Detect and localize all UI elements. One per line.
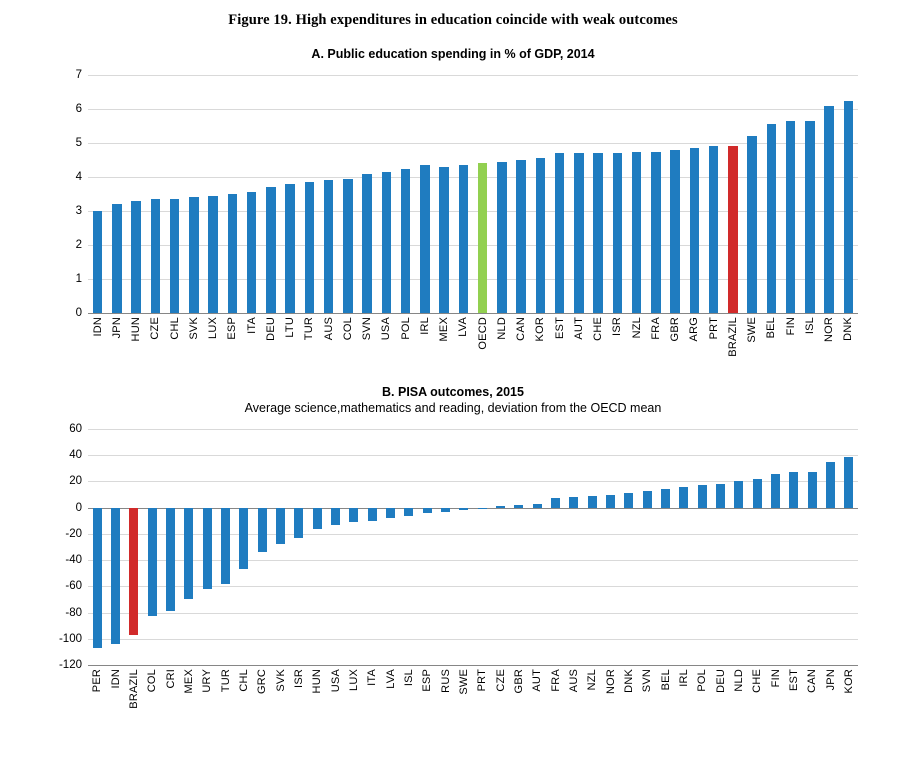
bar xyxy=(478,163,488,313)
x-axis-tick-label: DNK xyxy=(842,317,855,341)
gridline xyxy=(88,75,858,76)
x-axis-tick-label: LVA xyxy=(457,317,470,337)
x-axis-tick-label: NLD xyxy=(495,317,508,340)
bar xyxy=(661,489,670,507)
bar xyxy=(496,506,505,507)
x-axis-tick-label: ISL xyxy=(803,317,816,335)
y-axis-tick-label: 3 xyxy=(75,205,82,217)
x-axis-tick-label: FIN xyxy=(784,317,797,336)
x-axis-tick-label: DEU xyxy=(714,669,727,693)
x-axis-tick-label: NZL xyxy=(586,669,599,691)
y-axis-tick-label: 60 xyxy=(69,423,82,435)
bar xyxy=(459,165,469,313)
bar xyxy=(170,199,180,313)
x-axis-tick-label: FIN xyxy=(769,669,782,688)
x-axis-tick-label: FRA xyxy=(549,669,562,692)
x-axis-tick-label: RUS xyxy=(439,669,452,693)
bar xyxy=(613,153,623,313)
panel-a-title: A. Public education spending in % of GDP, 2014 xyxy=(311,47,595,61)
bar xyxy=(734,481,743,507)
x-axis-tick-label: AUT xyxy=(572,317,585,340)
x-axis-tick-label: MEX xyxy=(438,317,451,342)
x-axis-tick-label: IRL xyxy=(418,317,431,335)
bar xyxy=(420,165,430,313)
y-axis-tick-label: 7 xyxy=(75,69,82,81)
y-axis-tick-label: 2 xyxy=(75,239,82,251)
x-axis-tick-label: GRC xyxy=(256,669,269,695)
x-axis-tick-label: HUN xyxy=(130,317,143,342)
x-axis-tick-label: SWE xyxy=(457,669,470,695)
x-axis-tick-label: HUN xyxy=(311,669,324,694)
bar xyxy=(753,479,762,508)
y-axis-tick-label: -20 xyxy=(65,527,82,540)
gridline xyxy=(88,143,858,144)
x-axis-tick-label: NOR xyxy=(823,317,836,343)
bar xyxy=(294,508,303,538)
x-axis-tick-label: ARG xyxy=(688,317,701,342)
x-axis-tick-label: GBR xyxy=(512,669,525,694)
bar xyxy=(651,152,661,314)
bar xyxy=(313,508,322,529)
x-axis-tick-label: BRAZIL xyxy=(726,317,739,357)
panel-a-plot xyxy=(0,61,906,381)
bar xyxy=(569,497,578,507)
x-axis-tick-label: SWE xyxy=(746,317,759,343)
x-axis-tick-label: ITA xyxy=(366,669,379,686)
x-axis-tick-label: URY xyxy=(201,669,214,693)
bar xyxy=(276,508,285,545)
bar xyxy=(588,496,597,508)
bar xyxy=(386,508,395,518)
gridline xyxy=(88,613,858,614)
x-axis-tick-label: IRL xyxy=(677,669,690,687)
bar xyxy=(632,152,642,314)
y-axis-tick-label: 40 xyxy=(69,449,82,462)
x-axis-tick-label: USA xyxy=(329,669,342,693)
bar xyxy=(208,196,218,313)
gridline xyxy=(88,455,858,456)
panel-a-plot-area xyxy=(75,69,858,357)
bar xyxy=(131,201,141,313)
gridline xyxy=(88,279,858,280)
x-axis-tick-label: LUX xyxy=(347,669,360,691)
bar xyxy=(189,197,199,313)
x-axis-tick-label: SVN xyxy=(641,669,654,693)
bar xyxy=(151,199,161,313)
bar xyxy=(679,487,688,508)
bar xyxy=(551,498,560,507)
x-axis-tick-label: NOR xyxy=(604,669,617,695)
x-axis-line xyxy=(88,665,858,666)
gridline xyxy=(88,211,858,212)
bar xyxy=(574,153,584,313)
x-axis-tick-label: CZE xyxy=(494,669,507,692)
x-axis-tick-label: BEL xyxy=(659,669,672,691)
x-axis-tick-label: COL xyxy=(341,317,354,341)
x-axis-tick-label: COL xyxy=(146,669,159,693)
x-axis-tick-label: CAN xyxy=(806,669,819,693)
bar xyxy=(555,153,565,313)
x-axis-tick-label: AUT xyxy=(531,669,544,692)
bar xyxy=(184,508,193,600)
x-axis-tick-label: SVN xyxy=(361,317,374,341)
bar xyxy=(266,187,276,313)
bar xyxy=(285,184,295,313)
y-axis-tick-label: -40 xyxy=(65,554,82,567)
bar xyxy=(728,146,738,313)
panel-b xyxy=(0,385,906,725)
x-axis-tick-label: IDN xyxy=(109,669,122,689)
bar xyxy=(112,204,122,313)
bar xyxy=(808,472,817,507)
x-axis-tick-label: GBR xyxy=(669,317,682,342)
x-axis-tick-label: POL xyxy=(696,669,709,692)
x-axis-tick-label: PER xyxy=(91,669,104,693)
x-axis-tick-label: MEX xyxy=(182,669,195,694)
x-axis-tick-label: DEU xyxy=(264,317,277,341)
bar xyxy=(441,508,450,512)
bar xyxy=(362,174,372,313)
bar xyxy=(516,160,526,313)
bar xyxy=(349,508,358,522)
bar xyxy=(514,505,523,508)
bar xyxy=(786,121,796,313)
x-axis-tick-label: ESP xyxy=(226,317,239,340)
x-axis-tick-label: CZE xyxy=(149,317,162,340)
x-axis-tick-label: AUS xyxy=(567,669,580,693)
x-axis-tick-label: POL xyxy=(399,317,412,340)
x-axis-tick-label: DNK xyxy=(622,669,635,693)
bar xyxy=(536,158,546,313)
bar xyxy=(203,508,212,589)
y-axis-tick-label: 0 xyxy=(75,501,82,514)
bar xyxy=(148,508,157,617)
panel-b-subtitle: Average science,mathematics and reading, deviation from the OECD mean xyxy=(244,401,662,415)
bar xyxy=(747,136,757,313)
bar xyxy=(698,485,707,507)
bar xyxy=(593,153,603,313)
x-axis-tick-label: SVK xyxy=(274,669,287,692)
gridline xyxy=(88,639,858,640)
bar xyxy=(805,121,815,313)
bar xyxy=(624,493,633,507)
x-axis-tick-label: AUS xyxy=(322,317,335,341)
x-axis-tick-label: PRT xyxy=(476,669,489,692)
bar xyxy=(401,169,411,314)
bar xyxy=(690,148,700,313)
x-axis-tick-label: EST xyxy=(787,669,800,691)
bar xyxy=(166,508,175,612)
x-axis-tick-label: ESP xyxy=(421,669,434,692)
bar xyxy=(93,211,103,313)
x-axis-tick-label: BRAZIL xyxy=(127,669,140,709)
panel-a xyxy=(0,47,906,381)
x-axis-tick-label: CHE xyxy=(592,317,605,341)
bar xyxy=(239,508,248,570)
bar xyxy=(247,192,257,313)
bar xyxy=(382,172,392,313)
x-axis-tick-label: JPN xyxy=(824,669,837,691)
bar xyxy=(331,508,340,525)
bar xyxy=(824,106,834,313)
bar xyxy=(844,101,854,314)
x-axis-tick-label: CHL xyxy=(168,317,181,340)
y-axis-tick-label: -60 xyxy=(65,580,82,593)
x-axis-tick-label: LUX xyxy=(207,317,220,339)
x-axis-line xyxy=(88,313,858,314)
x-axis-tick-label: ISL xyxy=(402,669,415,687)
y-axis-tick-label: -120 xyxy=(58,659,82,671)
gridline xyxy=(88,177,858,178)
bar xyxy=(643,491,652,508)
x-axis-tick-label: CRI xyxy=(164,669,177,689)
bar xyxy=(404,508,413,516)
panel-b-plot xyxy=(0,415,906,725)
y-axis-tick-label: -80 xyxy=(65,606,82,619)
x-axis-tick-label: ITA xyxy=(245,317,258,334)
y-axis-tick-label: 5 xyxy=(75,137,82,149)
bar xyxy=(606,495,615,508)
bar xyxy=(258,508,267,553)
y-axis-tick-label: 4 xyxy=(75,171,82,183)
x-axis-tick-label: IDN xyxy=(91,317,104,337)
bar xyxy=(343,179,353,313)
x-axis-tick-label: CAN xyxy=(515,317,528,341)
x-axis-tick-label: TUR xyxy=(219,669,232,693)
x-axis-tick-label: OECD xyxy=(476,317,489,350)
x-axis-tick-label: ISR xyxy=(611,317,624,336)
bar xyxy=(709,146,719,313)
bar xyxy=(478,508,487,509)
y-axis-tick-label: 6 xyxy=(75,103,82,115)
x-axis-tick-label: EST xyxy=(553,317,566,339)
x-axis-tick-label: LVA xyxy=(384,669,397,689)
x-axis-tick-label: CHE xyxy=(751,669,764,693)
bar xyxy=(767,124,777,313)
bar xyxy=(844,457,853,508)
gridline xyxy=(88,245,858,246)
x-axis-tick-label: ISR xyxy=(292,669,305,688)
bar xyxy=(716,484,725,508)
bar xyxy=(826,462,835,508)
bar xyxy=(789,472,798,507)
bar xyxy=(771,474,780,508)
x-axis-tick-label: KOR xyxy=(534,317,547,342)
bar xyxy=(670,150,680,313)
y-axis-tick-label: -100 xyxy=(58,632,82,645)
x-axis-tick-label: USA xyxy=(380,317,393,341)
x-axis-tick-label: KOR xyxy=(842,669,855,694)
panel-b-plot-area xyxy=(58,423,858,709)
y-axis-tick-label: 1 xyxy=(75,273,82,285)
bar xyxy=(533,504,542,508)
figure-title: Figure 19. High expenditures in education coincide with weak outcomes xyxy=(228,12,678,28)
gridline xyxy=(88,429,858,430)
x-axis-tick-label: CHL xyxy=(237,669,250,692)
bar xyxy=(324,180,334,313)
x-axis-tick-label: SVK xyxy=(187,317,200,340)
y-axis-tick-label: 0 xyxy=(75,307,82,319)
gridline xyxy=(88,109,858,110)
x-axis-tick-label: FRA xyxy=(649,317,662,340)
x-axis-tick-label: NZL xyxy=(630,317,643,339)
bar xyxy=(129,508,138,635)
x-axis-tick-label: PRT xyxy=(707,317,720,340)
panel-b-title: B. PISA outcomes, 2015 xyxy=(382,385,524,399)
bar xyxy=(423,508,432,513)
bar xyxy=(439,167,449,313)
bar xyxy=(305,182,315,313)
y-axis-tick-label: 20 xyxy=(69,475,82,488)
x-axis-tick-label: JPN xyxy=(110,317,123,339)
bar xyxy=(368,508,377,521)
bar xyxy=(459,508,468,511)
x-axis-tick-label: NLD xyxy=(732,669,745,692)
bar xyxy=(228,194,238,313)
x-axis-tick-label: LTU xyxy=(284,317,297,338)
x-axis-tick-label: BEL xyxy=(765,317,778,339)
bar xyxy=(221,508,230,584)
bar xyxy=(497,162,507,313)
bar xyxy=(93,508,102,648)
bar xyxy=(111,508,120,644)
x-axis-tick-label: TUR xyxy=(303,317,316,341)
